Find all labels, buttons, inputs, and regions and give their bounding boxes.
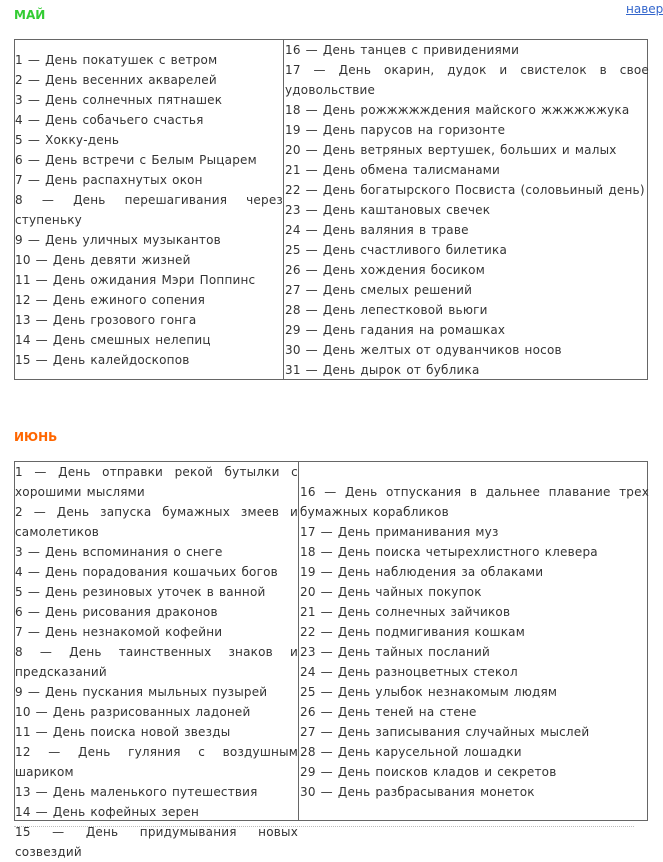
holiday-item: 3 — День вспоминания о снеге (15, 545, 223, 559)
holiday-item: 20 — День чайных покупок (300, 585, 482, 599)
holiday-item: 2 — День весенних акварелей (15, 73, 217, 87)
holiday-item: 27 — День записывания случайных мыслей (300, 725, 590, 739)
holiday-item: 25 — День улыбок незнакомым людям (300, 685, 558, 699)
holiday-item: 21 — День солнечных зайчиков (300, 605, 511, 619)
holiday-item: 15 — День калейдоскопов (15, 353, 190, 367)
holiday-item: 10 — День девяти жизней (15, 253, 191, 267)
back-to-top-link[interactable]: навер (626, 2, 663, 16)
holiday-item: 17 — День окарин, дудок и свистелок в свое удовольствие (285, 63, 649, 97)
holiday-item: 21 — День обмена талисманами (285, 163, 501, 177)
holiday-item: 31 — День дырок от бублика (285, 363, 480, 377)
may-column-divider (283, 40, 284, 379)
holiday-item: 18 — День рожжжжждения майского жжжжжжука (285, 103, 630, 117)
holiday-item: 20 — День ветряных вертушек, больших и малых (285, 143, 617, 157)
holiday-item: 9 — День уличных музыкантов (15, 233, 221, 247)
holiday-item: 11 — День ожидания Мэри Поппинс (15, 273, 256, 287)
holiday-item: 19 — День наблюдения за облаками (300, 565, 544, 579)
holiday-item: 7 — День распахнутых окон (15, 173, 203, 187)
holiday-item: 24 — День валяния в траве (285, 223, 469, 237)
holiday-item: 5 — Хокку-день (15, 133, 120, 147)
holiday-item: 23 — День каштановых свечек (285, 203, 491, 217)
holiday-item: 6 — День встречи с Белым Рыцарем (15, 153, 257, 167)
may-table (14, 39, 648, 380)
may-right-column (285, 40, 649, 380)
holiday-item: 15 — День придумывания новых созвездий (15, 825, 298, 859)
june-column-divider (298, 462, 299, 820)
holiday-item: 6 — День рисования драконов (15, 605, 218, 619)
holiday-item: 26 — День хождения босиком (285, 263, 485, 277)
holiday-item: 5 — День резиновых уточек в ванной (15, 585, 266, 599)
bottom-divider (14, 826, 634, 827)
holiday-item: 13 — День грозового гонга (15, 313, 197, 327)
holiday-item: 10 — День разрисованных ладоней (15, 705, 251, 719)
holiday-item: 18 — День поиска четырехлистного клевера (300, 545, 598, 559)
holiday-item: 27 — День смелых решений (285, 283, 473, 297)
holiday-item: 1 — День покатушек с ветром (15, 53, 218, 67)
holiday-item: 1 — День отправки рекой бутылки с хорошими мыслями (15, 465, 298, 499)
holiday-item: 4 — День порадования кошачьих богов (15, 565, 278, 579)
holiday-item: 22 — День подмигивания кошкам (300, 625, 525, 639)
holiday-item: 17 — День приманивания муз (300, 525, 499, 539)
holiday-item: 8 — День перешагивания через ступеньку (15, 193, 283, 227)
holiday-item: 26 — День теней на стене (300, 705, 477, 719)
holiday-item: 28 — День лепестковой вьюги (285, 303, 488, 317)
june-table (14, 461, 649, 859)
month-title-may: МАЙ (14, 8, 46, 22)
holiday-item: 19 — День парусов на горизонте (285, 123, 506, 137)
holiday-item: 3 — День солнечных пятнашек (15, 93, 223, 107)
month-title-june: ИЮНЬ (14, 430, 58, 444)
may-left-column (15, 40, 283, 370)
holiday-item: 14 — День кофейных зерен (15, 805, 200, 819)
holiday-item: 12 — День ежиного сопения (15, 293, 206, 307)
holiday-item: 7 — День незнакомой кофейни (15, 625, 223, 639)
holiday-item: 30 — День разбрасывания монеток (300, 785, 535, 799)
holiday-item: 28 — День карусельной лошадки (300, 745, 522, 759)
holiday-item: 8 — День таинственных знаков и предсказаний (15, 645, 298, 679)
holiday-item: 22 — День богатырского Посвиста (соловьиный день) (285, 183, 645, 197)
holiday-item: 11 — День поиска новой звезды (15, 725, 231, 739)
holiday-item: 24 — День разноцветных стекол (300, 665, 518, 679)
holiday-item: 23 — День тайных посланий (300, 645, 491, 659)
holiday-item: 14 — День смешных нелепиц (15, 333, 211, 347)
holiday-item: 2 — День запуска бумажных змеев и самолетиков (15, 505, 298, 539)
holiday-item: 16 — День танцев с привидениями (285, 43, 520, 57)
june-right-column (300, 462, 649, 802)
june-left-column (15, 462, 298, 862)
holiday-item: 29 — День гадания на ромашках (285, 323, 506, 337)
holiday-item: 12 — День гуляния с воздушным шариком (15, 745, 298, 779)
holiday-item: 13 — День маленького путешествия (15, 785, 258, 799)
holiday-item: 9 — День пускания мыльных пузырей (15, 685, 268, 699)
holiday-item: 30 — День желтых от одуванчиков носов (285, 343, 562, 357)
holiday-item: 29 — День поисков кладов и секретов (300, 765, 557, 779)
holiday-item: 4 — День собачьего счастья (15, 113, 204, 127)
holiday-item: 25 — День счастливого билетика (285, 243, 508, 257)
holiday-item: 16 — День отпускания в дальнее плавание трех бумажных корабликов (300, 485, 649, 519)
